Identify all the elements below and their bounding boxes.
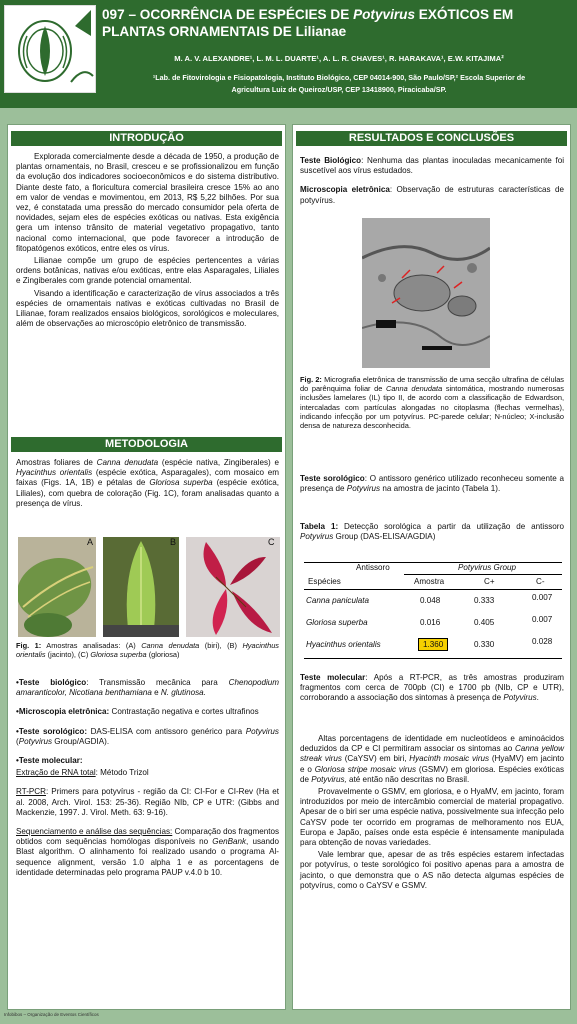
table-header-cneg: C- bbox=[536, 577, 545, 586]
table-row: Hyacinthus orientalis 1.360 0.330 0.028 bbox=[306, 637, 553, 649]
poster-title: 097 – OCORRÊNCIA DE ESPÉCIES DE Potyvirus EXÓTICOS EM PLANTAS ORNAMENTAIS DE Lilianae bbox=[102, 7, 514, 39]
photo-canna-denudata bbox=[18, 537, 96, 637]
poster-header bbox=[0, 0, 577, 108]
methods-heading: METODOLOGIA bbox=[11, 437, 282, 452]
table-row: Canna paniculata 0.048 0.333 0.007 bbox=[306, 593, 553, 605]
institution-logo bbox=[4, 5, 96, 93]
affiliations: ¹Lab. de Fitovirologia e Fisiopatologia, Instituto Biológico, CEP 04014-900, São Paulo/SP,² Escola Superior de Agricultura Luiz de Queiroz/USP, CEP 13418900, Piracicaba/SP. bbox=[152, 73, 526, 94]
discussion-text: Altas porcentagens de identidade em nucleotídeos e aminoácidos deduzidos da CP e CI permitiram associar os sintomas ao Canna yellow streak virus (CaYSV) em biri, Hyacinth mosaic virus (HyaMV) em jacinto e o Gloriosa stripe mosaic virus (GSMV) em gloriosa. Espécies exóticas de Potyvirus, até então não descritas no Brasil. Provavelmente o GSMV, em gloriosa, e o HyaMV, em jacinto, foram introduzidos por meio de intercâmbio comercial de material propagativo. Apesar de o biri ser uma espécie nativa, possivelmente sua infecção pelo CaYSV pode ter ocorrido em programas de melhoramento nos EUA, Europa e Japão, países onde esta espécie é intensamente manipulada para obtenção de novas variedades. Vale lembrar que, apesar de as três espécies estarem infectadas por potyvírus, o teste sorológico foi positivo apenas para a amostra de jacinto, o que demonstra que o AS não detecta algumas espécies de potyvírus, como o CaYSV e GSMV. bbox=[300, 734, 564, 890]
intro-heading: INTRODUÇÃO bbox=[11, 131, 282, 146]
figure-2-caption: Fig. 2: Micrografia eletrônica de transmissão de uma secção ultrafina de células do parênquima foliar de Canna denudata sintomática, mostrando numerosas inclusões lamelares (IL) tipo II, de acordo com a classificação de Edwardson, intercaladas com partículas alongadas no citoplasma (flechas vermelhas), indicando infecção por um potyvírus. PC-parede celular; N-núcleo; X-inclusão densa de natureza desconhecida. bbox=[300, 375, 564, 431]
methods-intro: Amostras foliares de Canna denudata (espécie nativa, Zingiberales) e Hyacinthus orientalis (espécie exótica, Asparagales), com mosaico em faixas (Figs. 1A, 1B) e pétalas de Gloriosa superba (espécie exótica, Liliales), com quebra de coloração (Fig. 1C), foram analisadas quanto a presença de vírus. bbox=[16, 458, 280, 508]
photo-label-a: A bbox=[87, 537, 94, 547]
molecular-result: Teste molecular: Após a RT-PCR, as três amostras produziram fragmentos com cerca de 700pb (CI) e 1700 pb (NIb, CP e UTR), corroborando a associação dos sintomas à presença de Potyvirus. bbox=[300, 673, 565, 703]
table-row: Gloriosa superba 0.016 0.405 0.007 bbox=[306, 615, 553, 627]
photo-hyacinthus-orientalis bbox=[103, 537, 179, 637]
photo-gloriosa-superba bbox=[186, 537, 280, 637]
table-header-antissoro: Antissoro bbox=[356, 563, 390, 572]
results-intro: Teste Biológico: Nenhuma das plantas inoculadas mecanicamente foi suscetível aos vírus estudados. Microscopia eletrônica: Observação de estruturas características de potyvírus. bbox=[300, 156, 564, 205]
table-1 bbox=[304, 562, 562, 660]
table-1-caption: Tabela 1: Detecção sorológica a partir da utilização de antissoro Potyvirus Group (DAS-ELISA/AGDIA) bbox=[300, 522, 564, 542]
footer: Infobibos – Organização de Eventos Científicos bbox=[4, 1012, 99, 1017]
table-header-cpos: C+ bbox=[484, 577, 495, 586]
intro-text: Explorada comercialmente desde a década de 1950, a produção de plantas ornamentais, no Brasil, cresceu e se profissionalizou em função da evolução dos indicadores socioeconômicos e do sistema distributivo. Diante deste fato, a floricultura comercial brasileira cresce 15% ao ano em valor de vendas e movimentou, em 2013, R$ 5,22 bilhões. Por sua vez, é constatada uma pressão do mercado consumidor pela oferta de novidades, sejam eles de espécies exóticas ou nativas. Esta exigência gera um intenso trânsito de material vegetativo propagativo, tanto nacional como internacional, que pode favorecer a introdução de fitopatógenos exóticos, entre eles os vírus. Lilianae compõe um grupo de espécies pertencentes a várias ordens botânicas, nativas e/ou exóticas, entre elas Asparagales, Liliales e Zingiberales com grande potencial ornamental. Visando a identificação e caracterização de vírus associados a três espécies de ornamentais nativas e exóticas cultivadas no Brasil de Lilianae, foram realizados ensaios biológicos, sorológicos e moleculares, além de observações ao microscópio eletrônico de transmissão. bbox=[16, 152, 279, 329]
photo-label-b: B bbox=[170, 537, 177, 547]
authors: M. A. V. ALEXANDRE¹, L. M. L. DUARTE¹, A. L. R. CHAVES¹, R. HARAKAVA¹, E.W. KITAJIMA² bbox=[174, 54, 504, 63]
highlighted-value: 1.360 bbox=[418, 638, 448, 651]
electron-micrograph bbox=[362, 218, 490, 368]
table-header-especies: Espécies bbox=[308, 577, 341, 586]
methods-details: •Teste biológico: Transmissão mecânica para Chenopodium amaranticolor, Nicotiana benthamiana e N. glutinosa. •Microscopia eletrônica: Contrastação negativa e cortes ultrafinos •Teste sorológico: DAS-ELISA com antissoro genérico para Potyvirus (Potyvirus Group/AGDIA). •Teste molecular: Extração de RNA total: Método Trizol RT-PCR: Primers para potyvírus - região da CI: CI-For e CI-Rev (Ha et al. 2008, Arch. Virol. 153: 25-36). Região NIb, CP e UTR: (Gibbs and Mackenzie, 1997. J. Virol. Meth. 63: 9-16). Sequenciamento e análise das sequências: Comparação dos fragmentos obtidos com sequências homólogas disponíveis no GenBank, usando Blast algorithm. O alinhamento foi realizado usando o programa Al-sequence alignment, versão 1.0 alpha 1 e as porcentagens de identidade determinadas pelo programa PAUP v.4.0 b 10. bbox=[16, 678, 280, 877]
table-header-group: Potyvirus Group bbox=[458, 563, 517, 572]
table-header-amostra: Amostra bbox=[414, 577, 445, 586]
serology-result: Teste sorológico: O antissoro genérico utilizado reconheceu somente a presença de Potyvirus na amostra de jacinto (Tabela 1). bbox=[300, 474, 564, 494]
results-heading: RESULTADOS E CONCLUSÕES bbox=[296, 131, 567, 146]
photo-label-c: C bbox=[268, 537, 275, 547]
figure-1-caption: Fig. 1: Amostras analisadas: (A) Canna denudata (biri), (B) Hyacinthus orientalis (jacinto), (C) Gloriosa superba (gloriosa) bbox=[16, 641, 279, 660]
